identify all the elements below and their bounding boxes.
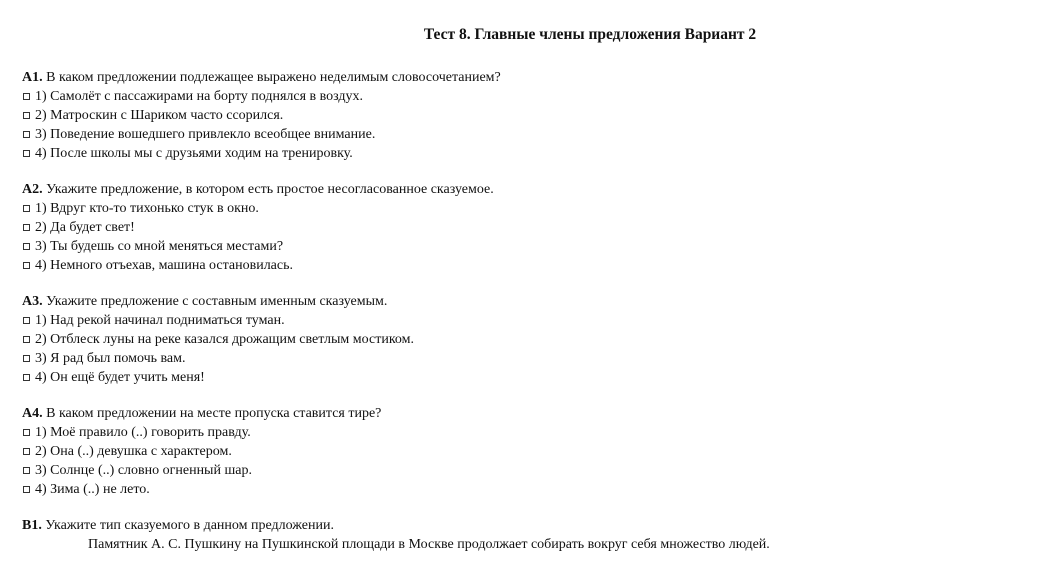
- answer-option[interactable]: [22, 461, 1022, 480]
- checkbox-icon[interactable]: [23, 112, 30, 119]
- question-b1: [22, 516, 1022, 554]
- option-label: 2) Да будет свет!: [35, 220, 135, 235]
- option-label: 4) После школы мы с друзьями ходим на тренировку.: [35, 146, 353, 161]
- answer-option[interactable]: [22, 311, 1022, 330]
- checkbox-icon[interactable]: [23, 486, 30, 493]
- question-prompt: [22, 404, 1022, 423]
- question-number: А3.: [22, 294, 43, 309]
- checkbox-icon[interactable]: [23, 317, 30, 324]
- checkbox-icon[interactable]: [23, 429, 30, 436]
- question-number: В1.: [22, 518, 42, 533]
- answer-option[interactable]: [22, 199, 1022, 218]
- option-label: 3) Солнце (..) словно огненный шар.: [35, 463, 252, 478]
- option-label: 1) Самолёт с пассажирами на борту поднялся в воздух.: [35, 89, 364, 104]
- question-a2: [22, 180, 1022, 275]
- checkbox-icon[interactable]: [23, 467, 30, 474]
- answer-option[interactable]: [22, 256, 1022, 275]
- option-label: 3) Поведение вошедшего привлекло всеобщее внимание.: [35, 127, 376, 142]
- question-prompt: [22, 516, 1022, 535]
- checkbox-icon[interactable]: [23, 131, 30, 138]
- option-label: 3) Я рад был помочь вам.: [35, 351, 186, 366]
- option-label: 3) Ты будешь со мной меняться местами?: [35, 239, 284, 254]
- checkbox-icon[interactable]: [23, 205, 30, 212]
- question-text: В каком предложении подлежащее выражено неделимым словосочетанием?: [42, 70, 501, 85]
- question-prompt: [22, 292, 1022, 311]
- answer-option[interactable]: [22, 87, 1022, 106]
- answer-option[interactable]: [22, 218, 1022, 237]
- answer-option[interactable]: [22, 349, 1022, 368]
- question-prompt: [22, 180, 1022, 199]
- answer-option[interactable]: [22, 480, 1022, 499]
- question-text: Укажите предложение с составным именным сказуемым.: [42, 294, 388, 309]
- option-label: 4) Зима (..) не лето.: [35, 482, 150, 497]
- option-label: 4) Немного отъехав, машина остановилась.: [35, 258, 293, 273]
- checkbox-icon[interactable]: [23, 448, 30, 455]
- answer-option[interactable]: [22, 442, 1022, 461]
- option-label: 2) Матроскин с Шариком часто ссорился.: [35, 108, 284, 123]
- answer-option[interactable]: [22, 144, 1022, 163]
- answer-option[interactable]: [22, 368, 1022, 387]
- checkbox-icon[interactable]: [23, 262, 30, 269]
- document-title: Тест 8. Главные члены предложения Вариант 2: [423, 26, 757, 43]
- answer-option[interactable]: [22, 423, 1022, 442]
- checkbox-icon[interactable]: [23, 243, 30, 250]
- question-prompt: [22, 68, 1022, 87]
- option-label: 2) Она (..) девушка с характером.: [35, 444, 232, 459]
- checkbox-icon[interactable]: [23, 336, 30, 343]
- option-label: 1) Вдруг кто-то тихонько стук в окно.: [35, 201, 259, 216]
- question-number: А1.: [22, 70, 43, 85]
- checkbox-icon[interactable]: [23, 355, 30, 362]
- answer-option[interactable]: [22, 330, 1022, 349]
- answer-option[interactable]: [22, 125, 1022, 144]
- option-label: 2) Отблеск луны на реке казался дрожащим светлым мостиком.: [35, 332, 414, 347]
- option-label: 1) Над рекой начинал подниматься туман.: [35, 313, 285, 328]
- question-a1: [22, 68, 1022, 163]
- answer-option[interactable]: [22, 237, 1022, 256]
- checkbox-icon[interactable]: [23, 374, 30, 381]
- question-a4: [22, 404, 1022, 499]
- checkbox-icon[interactable]: [23, 93, 30, 100]
- question-a3: [22, 292, 1022, 387]
- question-number: А2.: [22, 182, 43, 197]
- answer-option[interactable]: [22, 106, 1022, 125]
- option-label: 1) Моё правило (..) говорить правду.: [35, 425, 251, 440]
- checkbox-icon[interactable]: [23, 224, 30, 231]
- question-number: А4.: [22, 406, 43, 421]
- checkbox-icon[interactable]: [23, 150, 30, 157]
- question-text: Укажите тип сказуемого в данном предложении.: [41, 518, 334, 533]
- question-text: Укажите предложение, в котором есть простое несогласованное сказуемое.: [42, 182, 494, 197]
- example-sentence: Памятник А. С. Пушкину на Пушкинской площади в Москве продолжает собирать вокруг себя множество людей.: [88, 537, 770, 552]
- question-text: В каком предложении на месте пропуска ставится тире?: [42, 406, 382, 421]
- option-label: 4) Он ещё будет учить меня!: [35, 370, 205, 385]
